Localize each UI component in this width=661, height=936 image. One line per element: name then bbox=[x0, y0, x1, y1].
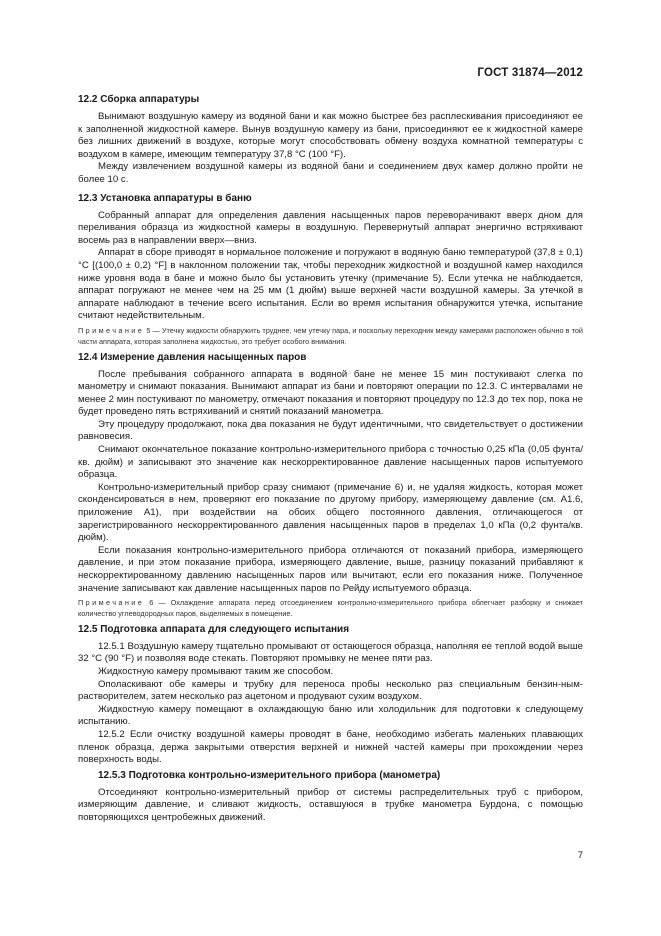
paragraph: После пребывания собранного аппарата в водяной бане не менее 15 мин постукивают слегка по манометру и снимают показания. Вынимают аппарат из бани и повторяют операции по 12.3. С интервалами не менее 2 мин постукивают по манометру, отмечают показания и повторяют процедуру по 12.3 до тех пор, пока не будет проведено пять встряхиваний и снятий показаний манометра. bbox=[78, 368, 583, 418]
note-text: 6 — Охлаждение аппарата перед отсоединением контрольно-измерительного прибора облегчает разборку и снижает количество углеводородных паров, выделяемых в помещение. bbox=[78, 598, 583, 618]
paragraph: Отсоединяют контрольно-измерительный прибор от системы распределительных труб с прибором, измеряющим давление, и сливают жидкость, оставшуюся в трубке манометра Бурдона, с помощью повторяющихся центробежных движений. bbox=[78, 786, 583, 823]
document-body bbox=[78, 93, 583, 825]
paragraph: Жидкостную камеру промывают таким же способом. bbox=[98, 665, 334, 677]
paragraph: Между извлечением воздушной камеры из водяной бани и соединением двух камер должно пройти не более 10 с. bbox=[78, 161, 583, 185]
section-12-2-heading: 12.2 Сборка аппаратуры bbox=[78, 94, 200, 105]
page-number: 7 bbox=[577, 850, 583, 861]
paragraph: Если показания контрольно-измерительного прибора отличаются от показаний прибора, измеряющего давление, и при этом показание прибора, измеряющего давление, выше, разницу показаний прибавляют к нескорректированному давлению насыщенных паров или вычитают, если его показания ниже. Полученное значение записывают как давление насыщенных паров по Рейду испытуемого образца. bbox=[78, 544, 583, 594]
note-label: Примечание bbox=[78, 325, 145, 335]
paragraph: Ополаскивают обе камеры и трубку для переноса пробы несколько раз специальным бензин-ным-растворителем, затем несколько раз ацетоном и продувают сухим воздухом. bbox=[78, 678, 583, 703]
document-header: ГОСТ 31874—2012 bbox=[477, 67, 583, 79]
paragraph: Снимают окончательное показание контрольно-измерительного прибора с точностью 0,25 кПа (0,05 фунта/кв. дюйм) и записывают это значение как нескорректированное давление насыщенных паров испытуемого образца. bbox=[78, 444, 583, 481]
note-label: Примечание bbox=[78, 598, 145, 608]
note-6 bbox=[78, 598, 583, 620]
note-text: 5 — Утечку жидкости обнаружить труднее, чем утечку пара, и поскольку переходник между камерами расположен обычно в той части аппарата, которая заполнена жидкостью, это требует особого внимания. bbox=[78, 325, 583, 346]
section-12-3-heading: 12.3 Установка аппаратуры в баню bbox=[78, 192, 252, 204]
paragraph: 12.5.2 Если очистку воздушной камеры проводят в бане, необходимо избегать маленьких плавающих пленок образца, держа закрытыми отверстия верхней и нижней частей камеры при прохождении через поверхность воды. bbox=[78, 728, 583, 766]
paragraph: 12.5.1 Воздушную камеру тщательно промывают от остающегося образца, наполняя ее теплой водой выше 32 °С (90 °F) и позволяя воде стекать. Повторяют промывку не менее пяти раз. bbox=[78, 640, 583, 665]
section-12-4-heading: 12.4 Измерение давления насыщенных паров bbox=[78, 351, 307, 363]
section-12-5-heading: 12.5 Подготовка аппарата для следующего испытания bbox=[78, 623, 350, 635]
paragraph: Жидкостную камеру помещают в охлаждающую баню или холодильник для подготовки к следующему испытанию. bbox=[78, 703, 583, 728]
section-12-5-3-heading: 12.5.3 Подготовка контрольно-измерительного прибора (манометра) bbox=[98, 769, 441, 781]
paragraph: Аппарат в сборе приводят в нормальное положение и погружают в водяную баню температурой (37,8 ± 0,1) °С [(100,0 ± 0,2) °F] в наклонном положении так, чтобы переходник жидкостной и воздушной камер находился ниже уровня вода в бане и можно было бы установить утечку (примечание 5). Если утечка не наблюдается, аппарат погружают не менее чем на 25 мм (1 дюйм) выше верхней части воздушной камеры. За утечкой в аппарате наблюдают в течение всего испытания. Если во время испытания обнаружится утечка, испытание считают недействительным. bbox=[78, 247, 583, 322]
note-5 bbox=[78, 326, 583, 348]
paragraph: Вынимают воздушную камеру из водяной бани и как можно быстрее без расплескивания присоединяют ее к заполненной жидкостной камере. Вынув воздушную камеру из бани, присоединяют ее к жидкостной камере без лишних движений в воздухе, которые могут способствовать обмену воздуха комнатной температуры с воздухом в камере, имеющим температуру 37,8 °С (100 °F). bbox=[78, 111, 583, 160]
paragraph: Собранный аппарат для определения давления насыщенных паров переворачивают вверх дном для переливания образца из жидкостной камеры в воздушную. Перевернутый аппарат энергично встряхивают восемь раз в направлении вверх—вниз. bbox=[78, 209, 583, 246]
paragraph: Эту процедуру продолжают, пока два показания не будут идентичными, что свидетельствует о достижении равновесия. bbox=[78, 418, 583, 443]
paragraph: Контрольно-измерительный прибор сразу снимают (примечание 6) и, не удаляя жидкость, которая может сконденсироваться в нем, проверяют его показание по другому прибору, измеряющему давление (см. А1.6, приложение А1), при воздействии на обоих общего постоянного давления, отличающегося от зарегистрированного нескорректированного давления насыщенных паров в пределах 1,0 кПа (0,2 фунта/кв. дюйм). bbox=[78, 481, 583, 544]
